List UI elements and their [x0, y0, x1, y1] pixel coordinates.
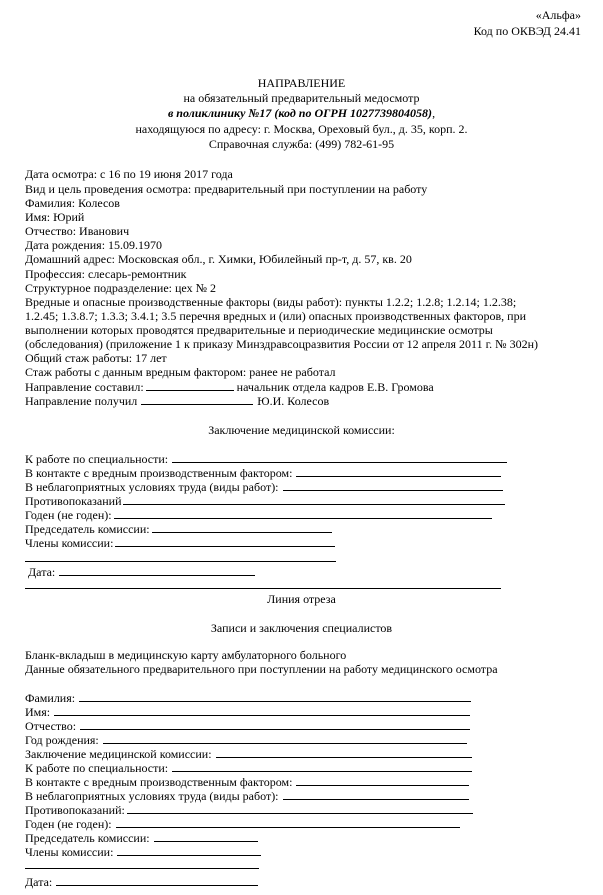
name: Имя: Юрий [25, 210, 85, 224]
insert-field-line[interactable] [54, 704, 470, 716]
insert-field-birth-year [25, 732, 467, 747]
home-address: Домашний адрес: Московская обл., г. Химки, Юбилейный пр-т, д. 57, кв. 20 [25, 252, 412, 266]
insert-field-line[interactable] [296, 774, 469, 786]
commission-field-line[interactable] [172, 451, 507, 463]
commission-date-label: Дата: [28, 565, 56, 579]
insert-field-line[interactable] [283, 788, 469, 800]
insert-field-conclusion [25, 746, 472, 761]
company-name: «Альфа» [535, 8, 581, 22]
commission-field-label: Председатель комиссии: [25, 522, 150, 536]
insert-field-line[interactable] [216, 746, 472, 758]
insert-field-label: Отчество: [25, 719, 77, 733]
surname: Фамилия: Колесов [25, 196, 120, 210]
insert-field-line[interactable] [127, 802, 473, 814]
specialists-heading: Записи и заключения специалистов [210, 621, 393, 635]
commission-field-label: В неблагоприятных условиях труда (виды работ): [25, 480, 279, 494]
insert-field-line[interactable] [80, 718, 470, 730]
commission-heading: Заключение медицинской комиссии: [208, 423, 395, 437]
commission-field-label: Противопоказаний [25, 494, 122, 508]
insert-title-2: Данные обязательного предварительного при поступлении на работу медицинского осмотра [25, 662, 498, 676]
total-experience: Общий стаж работы: 17 лет [25, 351, 167, 365]
insert-field-chairman [25, 830, 258, 845]
hazard-experience: Стаж работы с данным вредным фактором: ранее не работал [25, 365, 336, 379]
commission-field-label: К работе по специальности: [25, 452, 169, 466]
commission-extra-line [25, 561, 336, 562]
commission-field-conditions [25, 479, 503, 494]
received-by [25, 393, 329, 408]
hazards-line-3: выполнении которых проводятся предварительные и периодические медицинские осмотры [25, 323, 493, 337]
exam-type: Вид и цель проведения осмотра: предварительный при поступлении на работу [25, 182, 428, 196]
cut-line [25, 588, 501, 589]
exam-date: Дата осмотра: с 16 по 19 июня 2017 года [25, 167, 233, 181]
insert-field-fitness [25, 816, 460, 831]
insert-field-label: Противопоказаний: [25, 803, 125, 817]
profession: Профессия: слесарь-ремонтник [25, 267, 187, 281]
commission-field-label: В контакте с вредным производственным фактором: [25, 466, 293, 480]
title-line-4: Справочная служба: (499) 782-61-95 [208, 137, 395, 151]
commission-field-line[interactable] [123, 493, 505, 505]
insert-field-label: К работе по специальности: [25, 761, 169, 775]
insert-field-label: Председатель комиссии: [25, 831, 150, 845]
insert-field-line[interactable] [154, 830, 258, 842]
insert-title-1: Бланк-вкладыш в медицинскую карту амбулаторного больного [25, 648, 347, 662]
insert-field-label: Члены комиссии: [25, 845, 114, 859]
commission-field-members [25, 535, 335, 550]
issued-by [25, 379, 434, 394]
insert-date-label: Дата: [25, 875, 53, 889]
insert-field-label: Годен (не годен): [25, 817, 112, 831]
birth-date: Дата рождения: 15.09.1970 [25, 238, 163, 252]
department: Структурное подразделение: цех № 2 [25, 281, 217, 295]
commission-field-contraindications [25, 493, 505, 508]
document-title: НАПРАВЛЕНИЕ [257, 76, 346, 90]
commission-field-line[interactable] [152, 521, 332, 533]
insert-field-line[interactable] [103, 732, 467, 744]
insert-extra-line [25, 868, 259, 869]
title-line-2 [0, 106, 603, 120]
insert-field-line[interactable] [79, 690, 471, 702]
commission-field-specialty [25, 451, 507, 466]
insert-field-hazard-contact [25, 774, 469, 789]
issued-by-value: начальник отдела кадров Е.В. Громова [236, 380, 434, 394]
insert-field-label: Фамилия: [25, 691, 76, 705]
insert-field-line[interactable] [172, 760, 472, 772]
title-line-3: находящуюся по адресу: г. Москва, Ореховый бул., д. 35, корп. 2. [135, 122, 468, 136]
insert-field-contraindications [25, 802, 473, 817]
insert-field-label: Год рождения: [25, 733, 99, 747]
commission-date-line[interactable] [59, 564, 255, 576]
insert-field-specialty [25, 760, 472, 775]
insert-field-conditions [25, 788, 469, 803]
received-by-label: Направление получил [25, 394, 138, 408]
commission-field-chairman [25, 521, 332, 536]
hazards-line-4: (обследования) (приложение 1 к приказу Минздравсоцразвития России от 12 апреля 2011 г. № 302н) [25, 337, 538, 351]
insert-field-name [25, 704, 470, 719]
clinic-name: в поликлинику №17 (код по ОГРН 1027739804058) [167, 106, 433, 120]
issued-by-label: Направление составил: [25, 380, 144, 394]
commission-field-fitness [25, 507, 492, 522]
commission-date [28, 564, 255, 579]
insert-field-label: Заключение медицинской комиссии: [25, 747, 212, 761]
insert-field-label: В неблагоприятных условиях труда (виды работ): [25, 789, 279, 803]
insert-field-line[interactable] [117, 844, 261, 856]
insert-field-patronymic [25, 718, 470, 733]
okved-code: Код по ОКВЭД 24.41 [473, 24, 581, 38]
commission-field-line[interactable] [114, 507, 492, 519]
insert-field-members [25, 844, 261, 859]
insert-field-line[interactable] [116, 816, 460, 828]
insert-date-line[interactable] [56, 874, 258, 886]
title-line-1: на обязательный предварительный медосмотр [183, 91, 420, 105]
insert-field-surname [25, 690, 471, 705]
received-by-value: Ю.И. Колесов [257, 394, 330, 408]
commission-field-line[interactable] [115, 535, 335, 547]
commission-field-line[interactable] [283, 479, 503, 491]
hazards-line-1: Вредные и опасные производственные факторы (виды работ): пункты 1.2.2; 1.2.8; 1.2.14; 1.2.38; [25, 295, 517, 309]
issued-by-signature-line[interactable] [146, 379, 234, 391]
commission-field-hazard-contact [25, 465, 501, 480]
insert-date [25, 874, 258, 889]
patronymic: Отчество: Иванович [25, 224, 130, 238]
received-by-signature-line[interactable] [141, 393, 253, 405]
cut-line-label: Линия отреза [267, 592, 336, 606]
commission-field-label: Годен (не годен): [25, 508, 112, 522]
insert-field-label: В контакте с вредным производственным фактором: [25, 775, 293, 789]
hazards-line-2: 1.2.45; 1.3.8.7; 1.3.3; 3.4.1; 3.5 перечня вредных и (или) опасных производственных факторов, при [25, 309, 527, 323]
clinic-comma: , [432, 106, 436, 120]
commission-field-line[interactable] [296, 465, 501, 477]
commission-field-label: Члены комиссии: [25, 536, 114, 550]
insert-field-label: Имя: [25, 705, 51, 719]
